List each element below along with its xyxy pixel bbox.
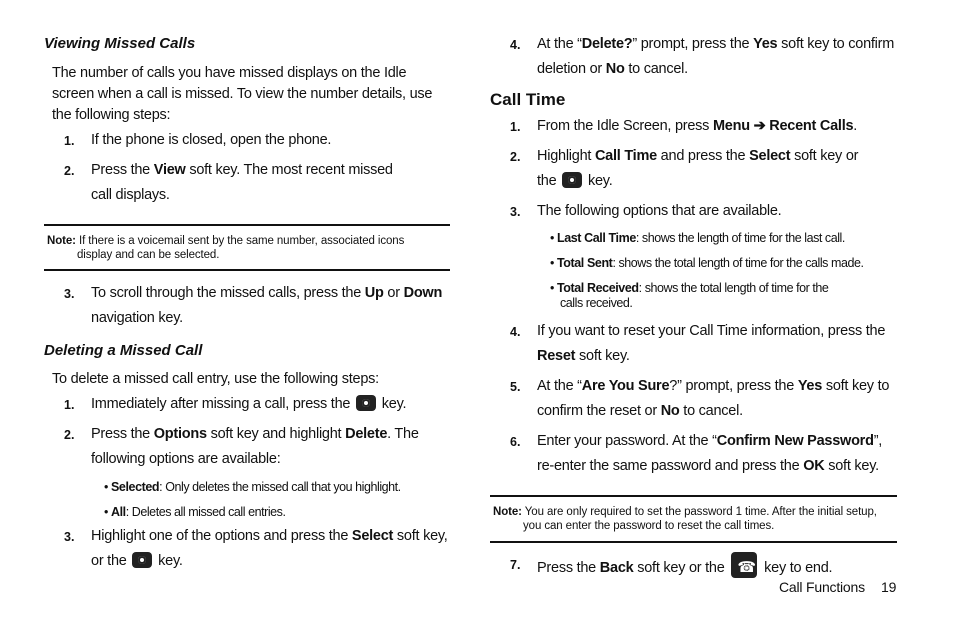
view-key-label: View (153, 162, 186, 178)
step-number: 4. (510, 325, 521, 339)
call-time-step-4: If you want to reset your Call Time information, press the Reset soft key. (537, 323, 886, 364)
deleting-step-1: Immediately after missing a call, press the key. (91, 396, 407, 412)
step-number: 2. (64, 164, 75, 178)
viewing-intro-paragraph: The number of calls you have missed displays on the Idle screen when a call is missed. To view the number details, use the following steps: (52, 65, 433, 123)
call-time-step-5: At the “Are You Sure?” prompt, press the Yes soft key to confirm the reset or No to cancel. (537, 378, 890, 419)
call-time-step-2: Highlight Call Time and press the Select soft key or the key. (537, 148, 859, 189)
call-time-step-7: Press the Back soft key or the ☎ key to end. (537, 552, 897, 581)
bullet-selected: • Selected: Only deletes the missed call that you highlight. (104, 480, 401, 494)
step-number: 6. (510, 435, 521, 449)
menu-ok-key-icon (356, 395, 376, 411)
note-bottom-rule (44, 269, 450, 271)
viewing-step-2: Press the View soft key. The most recent missed call displays. (91, 162, 393, 203)
footer-section-name: Call Functions (779, 579, 865, 595)
note-bottom-rule (490, 541, 897, 543)
note-top-rule (44, 224, 450, 226)
step-number: 2. (510, 150, 521, 164)
bullet-total-sent: • Total Sent: shows the total length of time for the calls made. (550, 256, 864, 270)
viewing-step-1: If the phone is closed, open the phone. (91, 132, 332, 148)
step-number: 2. (64, 428, 75, 442)
step-number: 1. (510, 120, 521, 134)
bullet-total-received: • Total Received: shows the total length of time for the calls received. (550, 281, 829, 310)
step-number: 3. (64, 287, 75, 301)
call-time-step-1: From the Idle Screen, press Menu ➔ Recent Calls. (537, 118, 858, 134)
step-number: 3. (510, 205, 521, 219)
note-block: Note: If there is a voicemail sent by the same number, associated icons display and can be selected. (47, 235, 405, 261)
step-number: 4. (510, 38, 521, 52)
step-number: 7. (510, 558, 521, 572)
bullet-last-call-time: • Last Call Time: shows the length of time for the last call. (550, 231, 845, 245)
deleting-missed-call-heading: Deleting a Missed Call (44, 342, 203, 359)
note-block: Note: You are only required to set the password 1 time. After the initial setup, you can enter the password to reset the call times. (493, 506, 877, 532)
viewing-step-3: To scroll through the missed calls, press the Up or Down navigation key. (91, 285, 443, 326)
call-time-step-3: The following options that are available. (537, 203, 782, 219)
page-number: 19 (881, 579, 897, 595)
step-number: 1. (64, 398, 75, 412)
deleting-step-4: At the “Delete?” prompt, press the Yes soft key to confirm deletion or No to cancel. (537, 36, 895, 77)
note-label: Note: (493, 506, 522, 518)
call-time-heading: Call Time (490, 90, 566, 109)
deleting-step-3: Highlight one of the options and press the Select soft key, or the key. (91, 528, 448, 569)
step-number: 3. (64, 530, 75, 544)
bullet-all: • All: Deletes all missed call entries. (104, 505, 286, 519)
menu-ok-key-icon (562, 172, 582, 188)
note-label: Note: (47, 235, 76, 247)
call-time-step-6: Enter your password. At the “Confirm New Password”, re-enter the same password and press the OK soft key. (537, 433, 883, 474)
deleting-step-2: Press the Options soft key and highlight Delete. The following options are available: (91, 426, 419, 467)
deleting-intro-paragraph: To delete a missed call entry, use the following steps: (52, 371, 379, 387)
menu-ok-key-icon (132, 552, 152, 568)
end-call-key-icon (731, 552, 757, 578)
viewing-missed-calls-heading: Viewing Missed Calls (44, 35, 196, 52)
step-number: 5. (510, 380, 521, 394)
step-number: 1. (64, 134, 75, 148)
note-top-rule (490, 495, 897, 497)
